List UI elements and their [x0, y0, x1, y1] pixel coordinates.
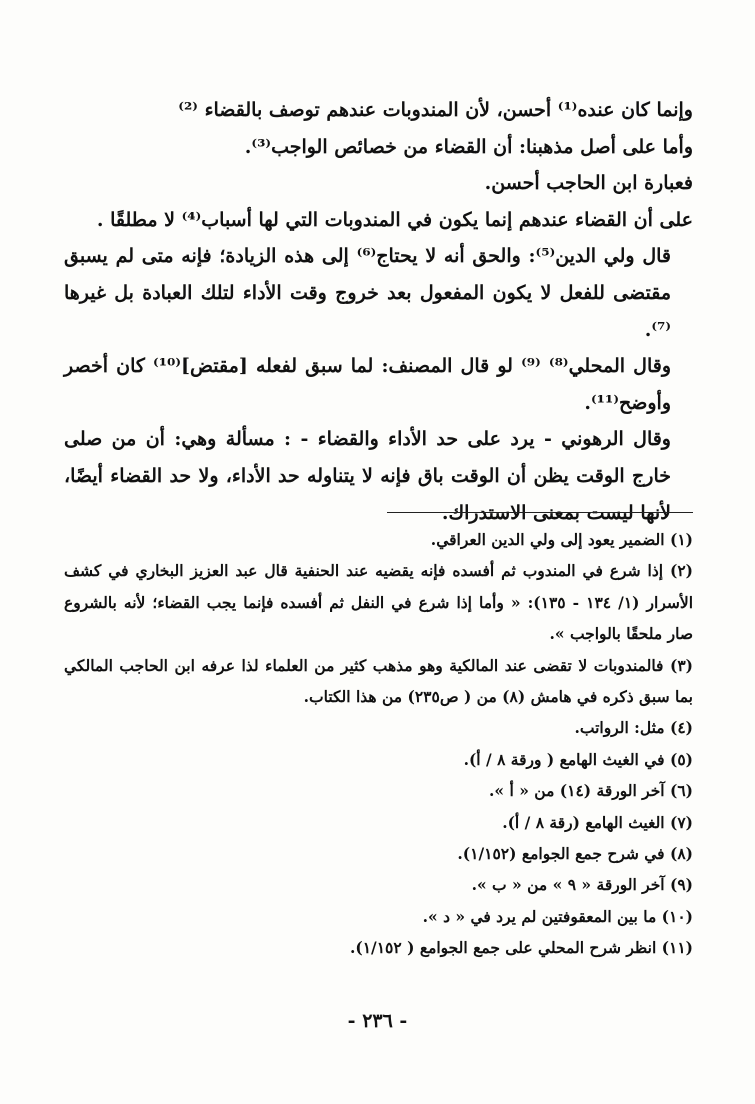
footnote-item: (٧) الغيث الهامع (رقة ٨ / أ).	[502, 812, 693, 832]
footnote-item: (٩) آخر الورقة « ٩ » من « ب ».	[471, 875, 693, 895]
footnote-item: (١) الضمير يعود إلى ولي الدين العراقي.	[430, 530, 693, 549]
footnote-item: (٢) إذا شرع في المندوب ثم أفسده فإنه يقضيه عند الحنفية قال عبد العزيز البخاري في كشف الأسرار (١/ ١٣٤ - ١٣٥): « وأما إذا شرع في النفل ثم أفسده فإنما يجب القضاء؛ لأنه بالشروع صار ملحقًا بالواجب ».	[64, 561, 694, 644]
paragraph: وإنما كان عنده⁽¹⁾ أحسن، لأن المندوبات عندهم توصف بالقضاء ⁽²⁾	[178, 99, 693, 121]
footnotes	[64, 524, 693, 964]
footnote-item: (٦) آخر الورقة (١٤) من « أ ».	[489, 781, 693, 801]
page-number: - ٢٣٦ -	[347, 1010, 408, 1032]
footnote-item: (٥) في الغيث الهامع ( ورقة ٨ / أ).	[463, 749, 693, 769]
footnote-item: (٨) في شرح جمع الجوامع (١/١٥٢).	[457, 844, 693, 864]
footnote-item: (٤) مثل: الرواتب.	[574, 718, 693, 738]
paragraph: وأما على أصل مذهبنا: أن القضاء من خصائص الواجب⁽³⁾.	[244, 135, 693, 158]
main-text	[64, 92, 693, 531]
footnote-divider	[387, 512, 693, 513]
paragraph: قال ولي الدين⁽⁵⁾: والحق أنه لا يحتاج⁽⁶⁾ إلى هذه الزيادة؛ فإنه متى لم يسبق مقتضى للفعل لا يكون المفعول بعد خروج وقت الأداء لتلك العبادة بل غيرها ⁽⁷⁾.	[64, 245, 672, 341]
paragraph: وقال الرهوني - يرد على حد الأداء والقضاء - : مسألة وهي: أن من صلى خارج الوقت يظن أن الوقت باق فإنه لا يتناوله حد الأداء، ولا حد القضاء أيضًا، لأنها ليست بمعنى الاستدراك.	[64, 428, 671, 524]
footnote-item: (١١) انظر شرح المحلي على جمع الجوامع ( ١/١٥٢).	[349, 938, 693, 958]
paragraph: فعبارة ابن الحاجب أحسن.	[484, 172, 693, 195]
footnote-item: (٣) فالمندوبات لا تقضى عند المالكية وهو مذهب كثير من العلماء لذا عرفه ابن الحاجب المالكي بما سبق ذكره في هامش (٨) من ( ص٢٣٥) من هذا الكتاب.	[64, 655, 693, 707]
paragraph: على أن القضاء عندهم إنما يكون في المندوبات التي لها أسباب⁽⁴⁾ لا مطلقًا .	[96, 208, 693, 231]
footnote-item: (١٠) ما بين المعقوفتين لم يرد في « د ».	[422, 906, 693, 926]
paragraph: وقال المحلي⁽⁸⁾ ⁽⁹⁾ لو قال المصنف: لما سبق لفعله [مقتض]⁽¹⁰⁾ كان أخصر وأوضح⁽¹¹⁾.	[64, 355, 671, 414]
